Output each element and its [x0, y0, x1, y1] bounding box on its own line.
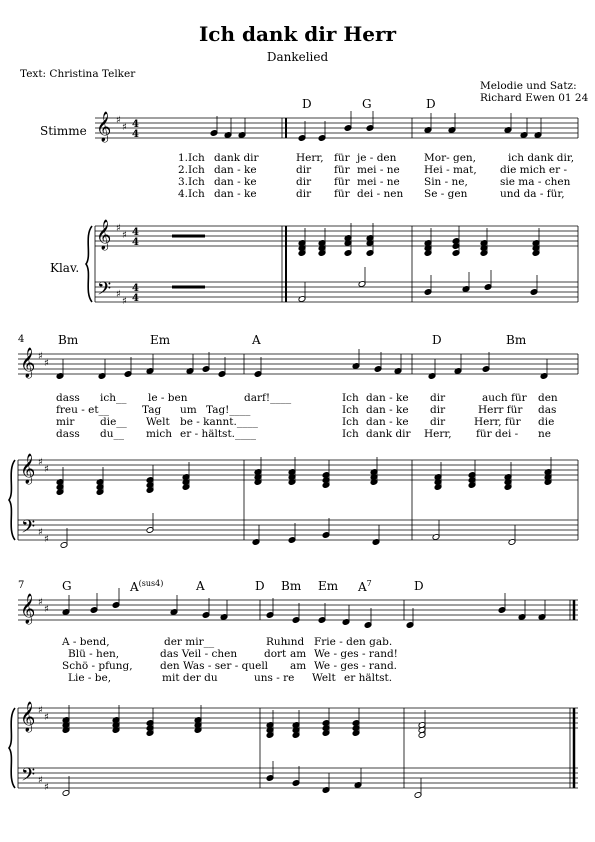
lyric-syllable: mich — [146, 428, 172, 440]
lyric-syllable: dir — [296, 188, 312, 200]
piano-brace — [9, 708, 15, 788]
lyric-syllable: dan - ke — [366, 416, 409, 428]
chord-symbol: Em — [150, 333, 171, 347]
sharp-icon: ♯ — [44, 358, 49, 369]
lyric-syllable: den Was - ser - quell — [160, 660, 269, 672]
bass-clef-icon: 𝄢 — [97, 279, 112, 304]
lyric-syllable: am — [290, 648, 307, 660]
lyric-syllable: We - ges - rand! — [314, 648, 398, 660]
lyric-syllable: mei - ne — [357, 176, 400, 188]
lyric-syllable: er hältst. — [344, 672, 393, 684]
sharp-icon: ♯ — [44, 782, 49, 793]
lyric-syllable: dir — [296, 176, 312, 188]
chord-symbol: A — [196, 579, 205, 593]
lyric-syllable: Frie - den gab. — [314, 636, 393, 648]
lyric-syllable: Hei - mat, — [424, 164, 477, 176]
lyric-syllable: je - den — [357, 152, 397, 164]
lyric-syllable: das Veil - chen — [160, 648, 238, 660]
lyric-syllable: ich__ — [100, 392, 127, 404]
sharp-icon: ♯ — [116, 115, 121, 126]
lyric-syllable: dir — [296, 164, 312, 176]
sharp-icon: ♯ — [122, 122, 127, 133]
lyric-syllable: Herr für — [478, 404, 523, 416]
song-title: Ich dank dir Herr — [198, 22, 397, 46]
lyric-syllable: A - bend, — [62, 636, 110, 648]
time-signature: 4 — [132, 293, 139, 304]
lyric-syllable: Tag!____ — [206, 404, 251, 416]
lyric-syllable: für dei - — [476, 428, 519, 440]
chord-symbol: D — [426, 97, 436, 111]
lyric-syllable: Herr, — [296, 152, 324, 164]
lyric-syllable: dei - nen — [357, 188, 404, 200]
lyric-syllable: Herr, — [424, 428, 452, 440]
sharp-icon: ♯ — [44, 534, 49, 545]
sharp-icon: ♯ — [38, 705, 43, 716]
lyric-syllable: für — [334, 152, 350, 164]
lyric-syllable: uns - re — [254, 672, 295, 684]
sharp-icon: ♯ — [116, 289, 121, 300]
chord-root: A — [130, 580, 139, 594]
measure-number: 7 — [18, 580, 25, 591]
lyric-syllable: Ich — [342, 416, 359, 428]
sharp-icon: ♯ — [38, 527, 43, 538]
chord-suffix: (sus4) — [138, 579, 164, 588]
lyric-syllable: um — [180, 404, 197, 416]
lyric-syllable: Ich — [342, 404, 359, 416]
lyric-syllable: mir — [56, 416, 75, 428]
lyric-syllable: die — [538, 416, 555, 428]
sharp-icon: ♯ — [38, 597, 43, 608]
lyric-syllable: du__ — [100, 428, 124, 440]
sharp-icon: ♯ — [44, 604, 49, 615]
piano-brace — [9, 460, 15, 540]
chord-symbol: Bm — [281, 579, 302, 593]
lyric-syllable: Welt — [312, 672, 336, 684]
piano-label: Klav. — [50, 261, 80, 275]
lyric-syllable: dan - ke — [214, 164, 257, 176]
lyric-syllable: Herr, für — [474, 416, 521, 428]
lyric-syllable: ne — [538, 428, 551, 440]
lyric-syllable: mit der du — [162, 672, 218, 684]
lyric-syllable: dir — [430, 416, 446, 428]
lyric-syllable: für — [334, 188, 350, 200]
treble-clef-icon: 𝄞 — [20, 594, 36, 624]
voice-label: Stimme — [40, 124, 87, 138]
treble-clef-icon: 𝄞 — [20, 348, 36, 378]
lyric-syllable: dank dir — [366, 428, 411, 440]
lyric-syllable: die__ — [100, 416, 127, 428]
measure-number: 4 — [18, 334, 25, 345]
time-signature: 4 — [132, 283, 139, 294]
lyric-syllable: Welt — [146, 416, 170, 428]
sharp-icon: ♯ — [116, 223, 121, 234]
chord-symbol: Em — [318, 579, 339, 593]
lyric-syllable: dort — [264, 648, 287, 660]
lyric-syllable: 1.Ich — [178, 152, 205, 164]
lyric-syllable: Blü - hen, — [68, 648, 120, 660]
lyric-syllable: dan - ke — [366, 404, 409, 416]
sharp-icon: ♯ — [38, 457, 43, 468]
sharp-icon: ♯ — [122, 230, 127, 241]
piano-brace — [86, 226, 92, 302]
lyric-syllable: dass — [56, 392, 80, 404]
treble-clef-icon: 𝄞 — [20, 702, 36, 732]
time-signature: 4 — [132, 227, 139, 238]
text-credit: Text: Christina Telker — [20, 68, 136, 80]
lyric-syllable: sie ma - chen — [500, 176, 571, 188]
lyric-syllable: Ich — [342, 428, 359, 440]
lyric-syllable: am — [290, 660, 307, 672]
lyric-syllable: Ich — [342, 392, 359, 404]
chord-symbol: G — [362, 97, 372, 111]
lyric-syllable: Sin - ne, — [424, 176, 468, 188]
sharp-icon: ♯ — [38, 775, 43, 786]
lyric-syllable: dass — [56, 428, 80, 440]
lyric-syllable: 3.Ich — [178, 176, 205, 188]
chord-symbol: Bm — [506, 333, 527, 347]
sharp-icon: ♯ — [44, 464, 49, 475]
lyric-syllable: dank dir — [214, 152, 259, 164]
chord-symbol: Bm — [58, 333, 79, 347]
lyric-syllable: dan - ke — [366, 392, 409, 404]
chord-symbol: D — [302, 97, 312, 111]
lyric-syllable: 4.Ich — [178, 188, 205, 200]
lyric-syllable: Lie - be, — [68, 672, 112, 684]
lyric-syllable: ich dank dir, — [508, 152, 575, 164]
lyric-syllable: auch für — [482, 392, 527, 404]
lyric-syllable: darf!____ — [244, 392, 292, 404]
chord-root: A — [358, 580, 367, 594]
time-signature: 4 — [132, 237, 139, 248]
sharp-icon: ♯ — [44, 712, 49, 723]
lyric-syllable: der mir__ — [164, 636, 215, 648]
lyric-syllable: dir — [430, 404, 446, 416]
lyric-syllable: den — [538, 392, 558, 404]
lyric-syllable: Tag — [142, 404, 162, 416]
melody-credit-line1: Melodie und Satz: — [480, 80, 577, 92]
melody-credit-line2: Richard Ewen 01 24 — [480, 92, 589, 104]
lyric-syllable: mei - ne — [357, 164, 400, 176]
lyric-syllable: das — [538, 404, 557, 416]
lyric-syllable: und da - für, — [500, 188, 565, 200]
lyric-syllable: Mor- gen, — [424, 152, 477, 164]
lyric-syllable: dir — [430, 392, 446, 404]
lyric-syllable: für — [334, 176, 350, 188]
lyric-syllable: Schö - pfung, — [62, 660, 133, 672]
chord-symbol: D — [414, 579, 424, 593]
lyric-syllable: er - hältst.____ — [180, 428, 257, 440]
treble-clef-icon: 𝄞 — [96, 112, 112, 142]
lyric-syllable: le - ben — [148, 392, 188, 404]
lyric-syllable: 2.Ich — [178, 164, 205, 176]
lyric-syllable: und — [284, 636, 305, 648]
lyric-syllable: dan - ke — [214, 176, 257, 188]
time-signature: 4 — [132, 119, 139, 130]
chord-symbol: D — [255, 579, 265, 593]
sharp-icon: ♯ — [38, 351, 43, 362]
lyric-syllable: für — [334, 164, 350, 176]
lyric-syllable: be - kannt.____ — [180, 416, 258, 428]
bass-clef-icon: 𝄢 — [21, 517, 36, 542]
chord-symbol: D — [432, 333, 442, 347]
lyric-syllable: die mich er - — [500, 164, 568, 176]
song-subtitle: Dankelied — [266, 50, 329, 64]
bass-clef-icon: 𝄢 — [21, 765, 36, 790]
chord-symbol: G — [62, 579, 72, 593]
treble-clef-icon: 𝄞 — [96, 220, 112, 250]
sharp-icon: ♯ — [122, 296, 127, 307]
lyric-syllable: Ruh — [266, 636, 288, 648]
treble-clef-icon: 𝄞 — [20, 454, 36, 484]
chord-symbol: A — [252, 333, 261, 347]
lyric-syllable: dan - ke — [214, 188, 257, 200]
lyric-syllable: Se - gen — [424, 188, 468, 200]
lyric-syllable: We - ges - rand. — [314, 660, 398, 672]
lyric-syllable: freu - et__ — [56, 404, 110, 416]
chord-suffix: 7 — [366, 579, 372, 588]
time-signature: 4 — [132, 129, 139, 140]
